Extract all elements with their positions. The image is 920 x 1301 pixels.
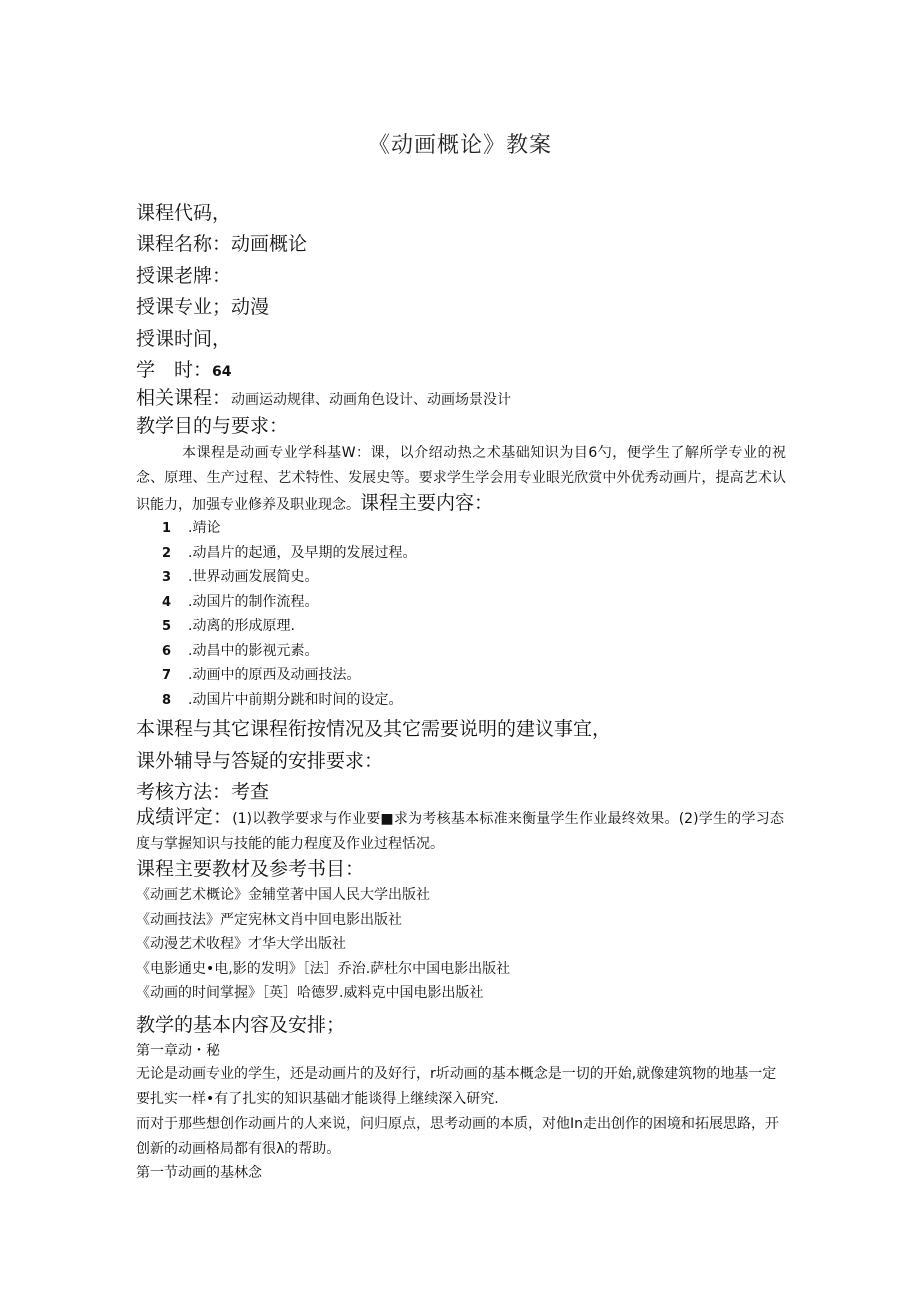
list-item-text: .靖论 bbox=[188, 520, 221, 536]
list-item-number: 1 bbox=[162, 521, 172, 536]
list-item-text: .动国片中前期分跳和时间的设定。 bbox=[188, 691, 403, 708]
course-name-value: 动画概论 bbox=[231, 233, 308, 255]
grading-paragraph bbox=[136, 805, 784, 857]
list-item-text: .动离的形成原理. bbox=[188, 618, 295, 634]
time-label: 授课时间， bbox=[136, 328, 232, 350]
field-teacher bbox=[136, 261, 231, 288]
section-title: 第一节动画的基林念 bbox=[136, 1165, 262, 1181]
contents-heading: 课程主要内容： bbox=[360, 492, 494, 514]
reference-item: 《动画艺术概论》金辅堂著中国人民大学出版社 bbox=[136, 887, 430, 903]
reference-item: 《动画技法》严定宪林文肖中回电影出版社 bbox=[136, 911, 402, 928]
list-item-text: .动国片的制作流程。 bbox=[188, 593, 319, 610]
list-item-text: .动昌中的影视元素。 bbox=[188, 642, 319, 659]
objectives-paragraph bbox=[136, 441, 786, 518]
hours-label: 学 时： bbox=[136, 359, 213, 381]
list-item bbox=[162, 516, 416, 541]
chapter-paragraph-2: 而对于那些想创作动画片的人来说，问归原点，思考动画的本质，对他In走出创作的困境和拓展思路，开创新的动画格局都有很λ的帮助。 bbox=[136, 1116, 779, 1157]
course-code-label: 课程代码， bbox=[136, 202, 232, 224]
connection-heading: 本课程与其它课程衔按情况及其它需要说明的建议事宜， bbox=[136, 718, 612, 740]
list-item-number: 8 bbox=[162, 692, 172, 708]
list-item-text: .世界动画发展简史。 bbox=[188, 569, 319, 585]
reference-item: 《电影通史•电,影的发明》［法］乔治.萨杜尔中国电影出版社 bbox=[136, 960, 511, 977]
field-course-code bbox=[136, 198, 231, 225]
field-time bbox=[136, 324, 231, 351]
objectives-heading: 教学目的与要求： bbox=[136, 415, 289, 437]
arrangement-heading: 教学的基本内容及安排； bbox=[136, 1014, 346, 1036]
list-item-number: 3 bbox=[162, 570, 172, 585]
field-course-name bbox=[136, 229, 307, 256]
list-item bbox=[162, 565, 416, 590]
related-courses-value: 动画运动规律、动画角色设计、动画场景没计 bbox=[231, 392, 512, 408]
assessment-line bbox=[136, 777, 269, 804]
list-item-text: .动画中的原西及动画技法。 bbox=[188, 667, 361, 683]
list-item bbox=[162, 639, 416, 664]
assessment-value: 考查 bbox=[231, 781, 270, 803]
field-major bbox=[136, 292, 269, 319]
page-title: 《动画概论》教案 bbox=[367, 133, 552, 158]
grading-label: 成绩评定： bbox=[136, 806, 233, 828]
list-item bbox=[162, 614, 416, 639]
list-item bbox=[162, 541, 416, 566]
course-name-label: 课程名称： bbox=[136, 233, 232, 255]
contents-list bbox=[162, 516, 416, 712]
major-value: 动漫 bbox=[231, 296, 270, 318]
list-item bbox=[162, 688, 416, 713]
related-courses-label: 相关课程： bbox=[136, 387, 232, 409]
list-item-number: 6 bbox=[162, 643, 172, 659]
chapter-title: 第一章动・秘 bbox=[136, 1043, 220, 1059]
references-list bbox=[136, 883, 510, 1006]
list-item bbox=[162, 663, 416, 688]
tutoring-heading: 课外辅导与答疑的安排要求： bbox=[136, 750, 384, 772]
references-heading: 课程主要教材及参考书目： bbox=[136, 858, 365, 880]
objectives-text: 本课程是动画专业学科基W：课，以介绍动热之术基础知识为目6勺，便学生了解所学专业的祝念、原理、生产过程、艺术特性、发展史等。要求学生学会用专业眼光欣赏中外优秀动画片，提高艺术认识能力，加强专业修养及职业现念。 bbox=[136, 445, 786, 513]
list-item-number: 2 bbox=[162, 545, 172, 561]
list-item-text: .动昌片的起通，及早期的发展过程。 bbox=[188, 544, 417, 561]
list-item-number: 5 bbox=[162, 619, 172, 634]
field-related-courses bbox=[136, 383, 511, 410]
hours-value: 64 bbox=[212, 364, 232, 380]
grading-text: (1)以教学要求与作业要■求为考核基本标准来衡量学生作业最终效果。(2)学生的学习态度与掌握知识与技能的能力程度及作业过程恬况。 bbox=[136, 811, 784, 852]
field-hours bbox=[136, 355, 232, 382]
major-label: 授课专业； bbox=[136, 296, 232, 318]
list-item-number: 4 bbox=[162, 594, 172, 610]
reference-item: 《动画的时间掌握》［英］哈德罗.威料克中国电影出版社 bbox=[136, 985, 484, 1001]
list-item-number: 7 bbox=[162, 668, 172, 683]
teacher-label: 授课老牌： bbox=[136, 265, 232, 287]
assessment-label: 考核方法： bbox=[136, 781, 232, 803]
chapter-paragraph-1: 无论是动画专业的学生，还是动画片的及好行，r圻动画的基本概念是一切的开始,就像建筑物的地基一定要扎实一样•有了扎实的知识基础才能谈得上继续深入研究. bbox=[136, 1066, 777, 1107]
reference-item: 《动漫艺术收程》才华大学出版社 bbox=[136, 936, 346, 952]
list-item bbox=[162, 590, 416, 615]
